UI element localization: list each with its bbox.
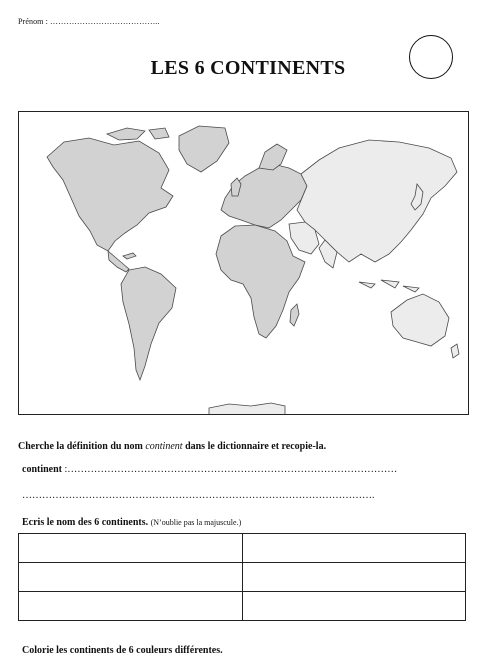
answer-cell[interactable] <box>242 563 466 592</box>
question-definition <box>18 441 326 452</box>
question-continent-names <box>22 517 241 528</box>
definition-line[interactable] <box>22 464 397 475</box>
answer-cell[interactable] <box>242 592 466 621</box>
question-definition-part1: Cherche la définition du nom <box>18 441 146 452</box>
central-america-shape <box>108 251 136 272</box>
answer-cell[interactable] <box>19 592 243 621</box>
continent-names-table <box>18 533 466 621</box>
new-zealand-shape <box>451 344 459 358</box>
page-title: LES 6 CONTINENTS <box>150 57 346 79</box>
world-map-drawing <box>19 112 469 415</box>
question-definition-italic: continent <box>145 441 183 452</box>
table-row <box>19 563 466 592</box>
madagascar-shape <box>290 304 299 326</box>
prenom-field[interactable]: Prénom : ………………………………….. <box>18 17 160 26</box>
australia-shape <box>391 294 449 346</box>
world-map <box>18 111 469 415</box>
question-color: Colorie les continents de 6 couleurs différentes. <box>22 645 223 656</box>
definition-dots: :……………………………………………………………………………………… <box>62 464 398 475</box>
answer-cell[interactable] <box>242 534 466 563</box>
north-america-shape <box>47 138 173 251</box>
table-row <box>19 592 466 621</box>
question-definition-part2: dans le dictionnaire et recopie-la. <box>182 441 327 452</box>
definition-line-2[interactable]: ……………………………………………………………………………………………. <box>22 490 375 501</box>
definition-label: continent <box>22 464 62 475</box>
arctic-islands-shape <box>107 128 169 140</box>
table-row <box>19 534 466 563</box>
question-continent-names-note: (N’oublie pas la majuscule.) <box>150 518 242 527</box>
question-continent-names-text: Ecris le nom des 6 continents. <box>22 517 149 528</box>
answer-cell[interactable] <box>19 563 243 592</box>
indonesia-shape <box>359 280 419 292</box>
greenland-shape <box>179 126 229 172</box>
asia-shape <box>297 140 457 262</box>
antarctica-shape <box>209 403 285 415</box>
south-america-shape <box>121 267 176 380</box>
answer-cell[interactable] <box>19 534 243 563</box>
